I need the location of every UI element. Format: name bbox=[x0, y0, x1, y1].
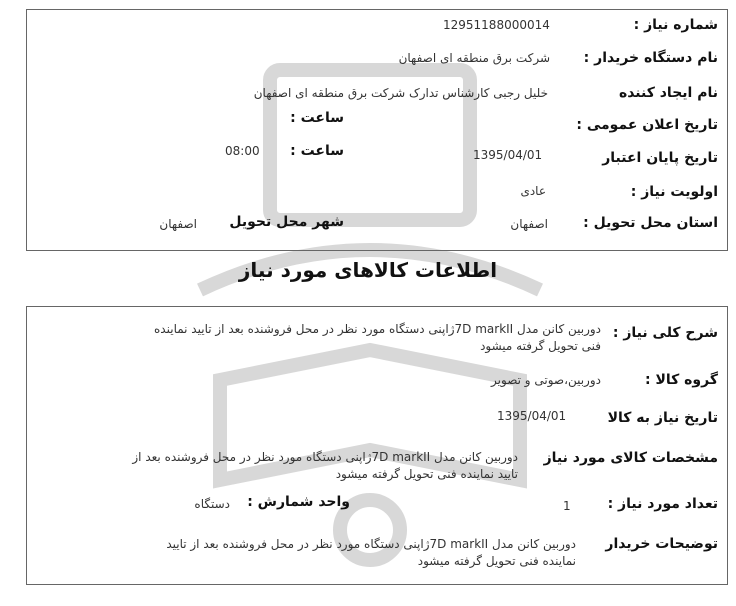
section-title: اطلاعات کالاهای مورد نیاز bbox=[238, 258, 498, 282]
buyer-notes-value bbox=[36, 536, 576, 570]
announce-time-label: ساعت : bbox=[290, 110, 344, 126]
summary-line-1: دوربین کانن مدل 7D markIIژاپنی دستگاه مورد نظر در محل فروشنده بعد از تایید نماینده bbox=[154, 322, 601, 336]
specs-line-1: دوربین کانن مدل 7D markIIژاپنی دستگاه مورد نظر در محل فروشنده بعد از bbox=[132, 450, 518, 464]
summary-value bbox=[41, 321, 601, 355]
unit-label: واحد شمارش : bbox=[247, 494, 350, 510]
expiry-date-value: 1395/04/01 bbox=[473, 148, 543, 162]
group-value: دوربین،صوتی و تصویر bbox=[491, 373, 601, 387]
city-value: اصفهان bbox=[159, 217, 197, 231]
unit-value: دستگاه bbox=[194, 497, 230, 511]
expiry-time-label: ساعت : bbox=[290, 143, 344, 159]
buyer-value: شرکت برق منطقه ای اصفهان bbox=[398, 51, 550, 65]
group-label: گروه کالا : bbox=[645, 372, 718, 388]
need-date-label: تاریخ نیاز به کالا bbox=[607, 410, 718, 426]
need-number-label: شماره نیاز : bbox=[633, 17, 718, 33]
announce-date-label: تاریخ اعلان عمومی : bbox=[576, 117, 718, 133]
province-value: اصفهان bbox=[510, 217, 548, 231]
priority-value: عادی bbox=[520, 184, 546, 198]
priority-label: اولویت نیاز : bbox=[630, 184, 718, 200]
province-label: استان محل تحویل : bbox=[583, 215, 718, 231]
buyer-notes-label: توضیحات خریدار bbox=[605, 536, 718, 552]
specs-label: مشخصات کالای مورد نیاز bbox=[543, 450, 718, 466]
buyer-notes-line-2: نماینده فنی تحویل گرفته میشود bbox=[417, 554, 576, 568]
specs-line-2: تایید نماینده فنی تحویل گرفته میشود bbox=[335, 467, 518, 481]
summary-line-2: فنی تحویل گرفته میشود bbox=[480, 339, 601, 353]
expiry-time-value: 08:00 bbox=[225, 144, 260, 158]
buyer-label: نام دستگاه خریدار : bbox=[583, 50, 718, 66]
need-date-value: 1395/04/01 bbox=[497, 409, 567, 423]
city-label: شهر محل تحویل bbox=[229, 214, 344, 230]
creator-value: خلیل رجبی کارشناس تدارک شرکت برق منطقه ای اصفهان bbox=[253, 86, 548, 100]
need-number-value: 12951188000014 bbox=[443, 18, 550, 32]
specs-value bbox=[28, 449, 518, 483]
summary-label: شرح کلی نیاز : bbox=[612, 325, 718, 341]
quantity-label: تعداد مورد نیاز : bbox=[607, 496, 718, 512]
quantity-value: 1 bbox=[563, 499, 571, 513]
creator-label: نام ایجاد کننده bbox=[618, 85, 718, 101]
buyer-notes-line-1: دوربین کانن مدل 7D markIIژاپنی دستگاه مورد نظر در محل فروشنده بعد از تایید bbox=[166, 537, 576, 551]
expiry-date-label: تاریخ پایان اعتبار bbox=[602, 150, 718, 166]
